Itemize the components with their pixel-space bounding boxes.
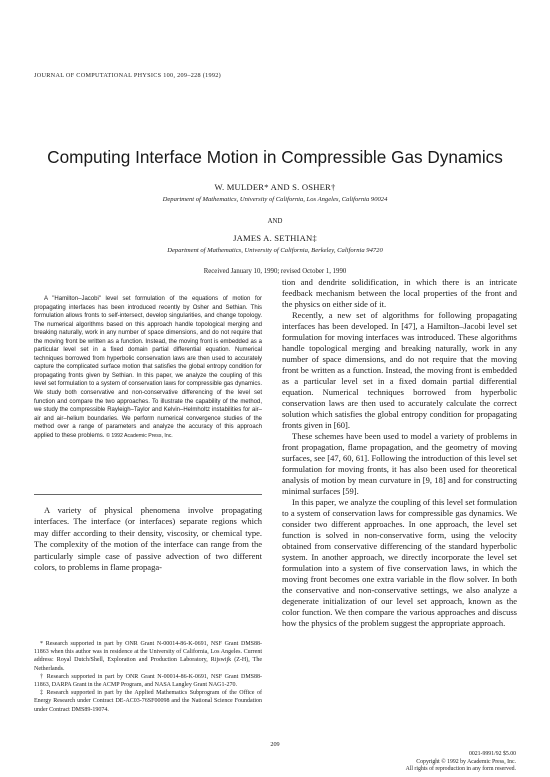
footnote-2: † Research supported in part by ONR Grant N-00014-86-K-0691, NSF Grant DMS88-11863, DARPA Grant in the ACMP Program, and NASA Langley Grant NAG1-270. [34, 673, 262, 689]
footnotes [34, 640, 262, 714]
abstract-text: A "Hamilton–Jacobi" level set formulation of the equations of motion for propagating interfaces has been introduced recently by Osher and Sethian. This formulation allows fronts to self-intersect, develop singularities, and change topology. The numerical algorithms based on this approach handle topological merging and breaking naturally, work in any number of space dimensions, and do not require that the moving front be written as a function. Instead, the moving front is embedded as a particular level set in a fixed domain partial differential equation. Numerical techniques borrowed from hyperbolic conservation laws are then used to accurately capture the complicated surface motion that satisfies the global entropy condition for propagating fronts given by Sethian. In this paper, we analyze the coupling of this level set formulation to a system of conservation laws for compressible gas dynamics. We study both conservative and non-conservative differencing of the level set function and compare the two approaches. To illustrate the capability of the method, we study the compressible Rayleigh–Taylor and Kelvin–Helmholtz instabilities for air–air and air–helium boundaries. We perform numerical convergence studies of the method over a range of parameters and analyze the accuracy of this approach applied to these problems. [34, 296, 262, 439]
right-column [282, 277, 517, 629]
issn: 0021-9991/92 $5.00 [468, 751, 516, 757]
affiliation-1: Department of Mathematics, University of California, Los Angeles, California 90024 [162, 196, 388, 203]
abstract-copyright: © 1992 Academic Press, Inc. [106, 432, 173, 439]
copyright-line: Copyright © 1992 by Academic Press, Inc. [416, 758, 516, 765]
and-separator: AND [267, 218, 283, 225]
authors-line-1: W. MULDER* AND S. OSHER† [214, 182, 336, 192]
intro-paragraph: A variety of physical phenomena involve propagating interfaces. The interface (or interfaces) separate regions which may differ according to their density, viscosity, or chemical type. The complexity of the motion of the interface can range from the particularly simple case of passive advection of two different colors, to problems in flame propaga- [34, 505, 262, 573]
abstract-divider [34, 494, 262, 495]
rights-line: All rights of reproduction in any form reserved. [405, 766, 516, 773]
body-paragraph: In this paper, we analyze the coupling of this level set formulation to a system of conservation laws for compressible gas dynamics. We consider two different approaches. In one approach, the level set function is solved in non-conservative form, using the velocity obtained from conservative differencing of the standard hyperbolic system. In another approach, we directly incorporate the level set formulation into a system of five conservation laws, in which the moving front becomes one extra variable in the flow solver. In both the conservative and non-conservative settings, we also analyze a degenerate initialization of our level set approach, known as the color function. We then compare the various approaches and discuss how the physics of the problem suggest the appropriate approach. [282, 497, 517, 628]
body-paragraph: tion and dendrite solidification, in which there is an intricate feedback mechanism between the local properties of the front and the physics on either side of it. [282, 277, 517, 309]
publisher-info [406, 751, 516, 774]
abstract [34, 295, 262, 440]
body-paragraph: Recently, a new set of algorithms for following propagating interfaces has been developed. In [47], a Hamilton–Jacobi level set formulation for moving interfaces was introduced. These algorithms handle topological merging and breaking naturally, work in any number of space dimensions, and do not require that the moving front be written as a function. Instead, the moving front is embedded as a particular level set in a fixed domain partial differential equation. Numerical techniques borrowed from hyperbolic conservation laws are then used to accurately calculate the correct solution which satisfies the global entropy condition for propagating fronts given in [60]. [282, 310, 517, 430]
authors-line-2: JAMES A. SETHIAN‡ [233, 233, 317, 243]
footnote-3: ‡ Research supported in part by the Applied Mathematics Subprogram of the Office of Energy Research under Contract DE-AC03-76SF00098 and the National Science Foundation under Contract DMS89-19074. [34, 690, 262, 713]
body-paragraph: These schemes have been used to model a variety of problems in front propagation, flame propagation, and the geometry of moving surfaces, see [47, 60, 61]. Following the introduction of this level set formulation for moving fronts, it has also been used for theoretical analysis of motion by mean curvature in [9, 18] and for constructing minimal surfaces [59]. [282, 431, 517, 496]
footnote-1: * Research supported in part by ONR Grant N-00014-86-K-0691, NSF Grant DMS88-11863 when this author was in residence at the University of California, Los Angeles. Current address: Royal Dutch/Shell, Exploration and Production Laboratory, Rijswijk (Z-H), The Netherlands. [34, 641, 262, 672]
page-number: 209 [270, 741, 280, 748]
paper-title: Computing Interface Motion in Compressible Gas Dynamics [47, 147, 503, 167]
received-dates: Received January 10, 1990; revised October 1, 1990 [203, 268, 347, 275]
journal-header: JOURNAL OF COMPUTATIONAL PHYSICS 100, 209–228 (1992) [34, 72, 222, 79]
affiliation-2: Department of Mathematics, University of California, Berkeley, California 94720 [167, 247, 383, 254]
